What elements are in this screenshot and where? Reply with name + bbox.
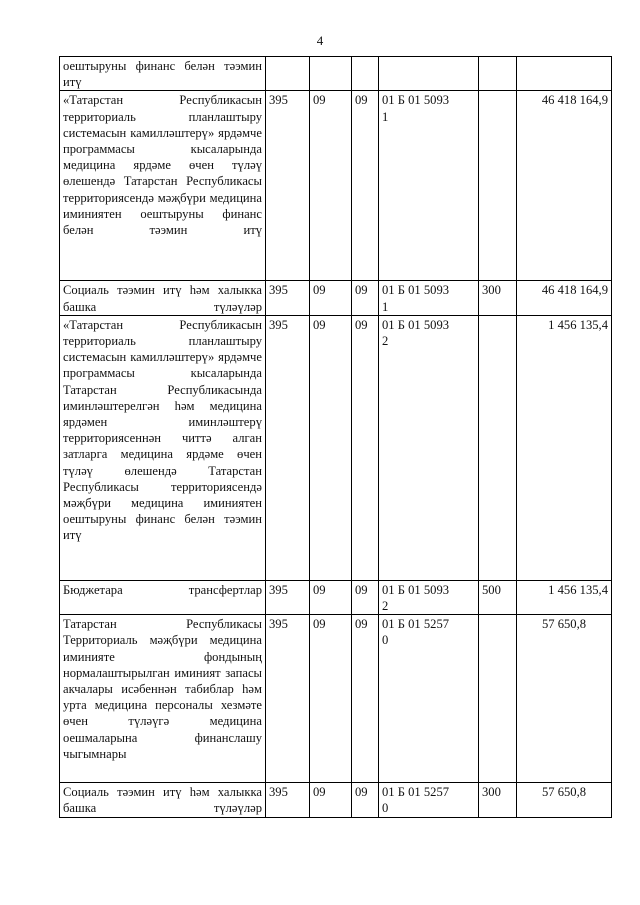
section-code: 09 [310,281,352,315]
section-code: 09 [310,783,352,817]
table-row [60,281,612,315]
amount: 1 456 135,4 [517,315,612,580]
row-name: Татарстан Республикасы Территориаль мәҗбүри медицина иминияте фондының нормалаштырылган иминият запасы акчалары исәбеннән табиблар һәм урта медицина персоналы хезмәте өчен түләүгә медицина оешмаларына финанслашу чыгымнары [60,615,266,783]
target-article-code: 01 Б 01 5093 1 [379,91,479,281]
expense-type-code [479,57,517,91]
section-code: 09 [310,580,352,614]
section-code [310,57,352,91]
expense-type-code: 300 [479,783,517,817]
table-row [60,57,612,91]
table-row [60,615,612,783]
expense-type-code: 300 [479,281,517,315]
subsection-code: 09 [352,91,379,281]
amount: 46 418 164,9 [517,281,612,315]
ministry-code: 395 [266,315,310,580]
table-row [60,783,612,817]
subsection-code: 09 [352,580,379,614]
table-row [60,580,612,614]
subsection-code: 09 [352,281,379,315]
page-number: 4 [316,33,324,48]
expense-type-code [479,91,517,281]
subsection-code: 09 [352,615,379,783]
ministry-code: 395 [266,91,310,281]
subsection-code [352,57,379,91]
target-article-code: 01 Б 01 5093 2 [379,315,479,580]
target-article-code: 01 Б 01 5257 0 [379,783,479,817]
expense-type-code: 500 [479,580,517,614]
ministry-code: 395 [266,615,310,783]
target-article-code: 01 Б 01 5093 1 [379,281,479,315]
table-row [60,315,612,580]
row-name: оештыруны финанс белән тәэмин итү [60,57,266,91]
row-name: «Татарстан Республикасын территориаль планлаштыру системасын камилләштерү» ярдәмче программасы кысаларында Татарстан Республикасында иминләштерелгән һәм медицина ярдәмен иминләштерү территориясеннән читтә алган затларга медицина ярдәме өчен түләү өлешендә Татарстан Республикасы территориясендә мәҗбүри медицина иминиятен оештыруны финанс белән тәэмин итү [60,315,266,580]
budget-table [59,56,612,818]
row-name: Социаль тәэмин итү һәм халыкка башка түләүләр [60,281,266,315]
subsection-code: 09 [352,315,379,580]
amount: 46 418 164,9 [517,91,612,281]
expense-type-code [479,615,517,783]
ministry-code [266,57,310,91]
row-name: Бюджетара трансфертлар [60,580,266,614]
ministry-code: 395 [266,783,310,817]
table-row [60,91,612,281]
expense-type-code [479,315,517,580]
amount: 57 650,8 [517,783,612,817]
ministry-code: 395 [266,281,310,315]
row-name: Социаль тәэмин итү һәм халыкка башка түләүләр [60,783,266,817]
amount: 1 456 135,4 [517,580,612,614]
subsection-code: 09 [352,783,379,817]
target-article-code: 01 Б 01 5257 0 [379,615,479,783]
ministry-code: 395 [266,580,310,614]
section-code: 09 [310,315,352,580]
target-article-code [379,57,479,91]
amount [517,57,612,91]
section-code: 09 [310,615,352,783]
row-name: «Татарстан Республикасын территориаль планлаштыру системасын камилләштерү» ярдәмче программасы кысаларында медицина ярдәме өчен түләү өлешендә Татарстан Республикасы территориясендә мәҗбүри медицина иминиятен оештыруны финанс белән тәэмин итү [60,91,266,281]
section-code: 09 [310,91,352,281]
target-article-code: 01 Б 01 5093 2 [379,580,479,614]
amount: 57 650,8 [517,615,612,783]
